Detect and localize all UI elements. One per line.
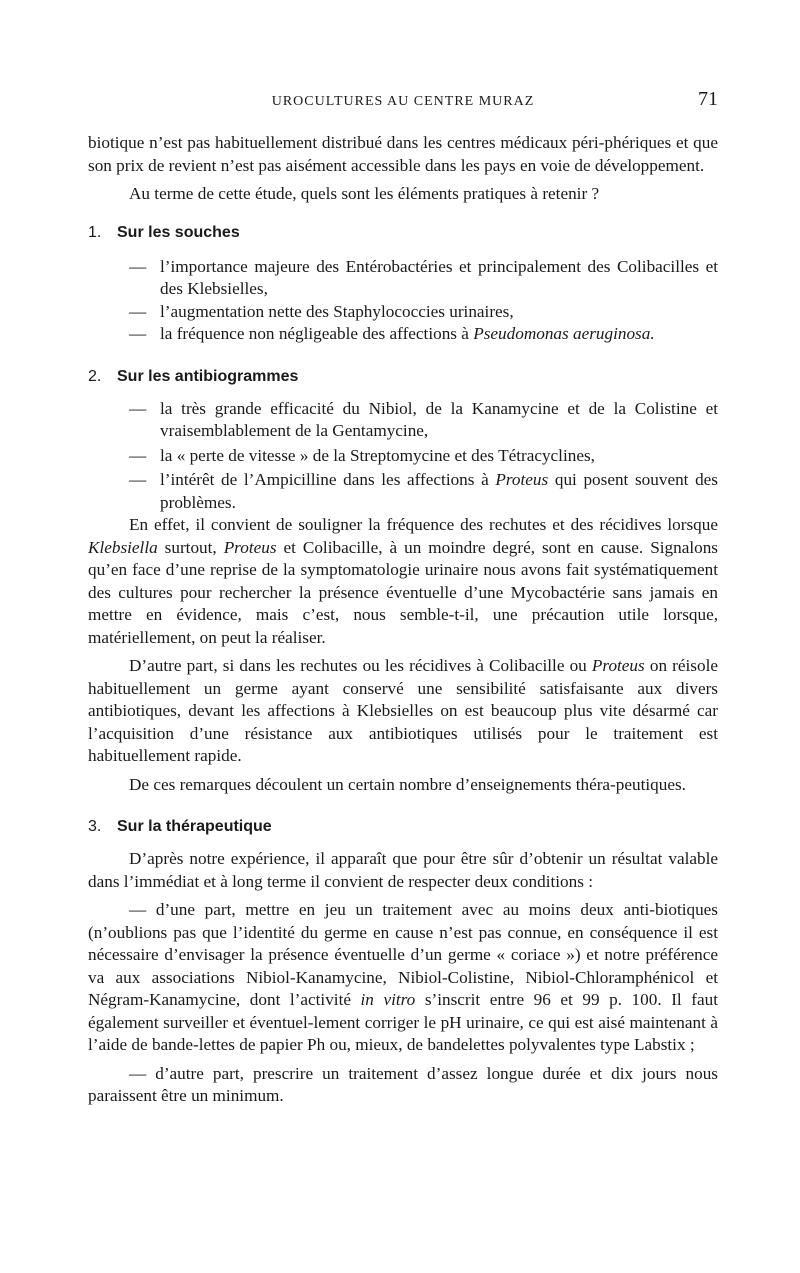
- section-title: Sur les antibiogrammes: [117, 367, 299, 385]
- paragraph-continued: biotique n’est pas habituellement distribué dans les centres médicaux péri-phériques et que son prix de revient n’est pas aisément accessible dans les pays en voie de développement.: [88, 133, 718, 175]
- section-number: 3.: [88, 818, 102, 835]
- paragraph: D’autre part, si dans les rechutes ou les récidives à Colibacille ou Proteus on réisole habituellement un germe ayant conservé une sensibilité satisfaisante aux divers antibiotiques, devant les affections à Klebsielles on est beaucoup plus vite désarmé car l’acquisition d’une résistance aux antibiotiques utilisés pour le traitement est habituellement rapide.: [88, 656, 718, 765]
- list-item: — l’importance majeure des Entérobactéries et principalement des Colibacilles et des Klebsielles,: [129, 256, 718, 298]
- list-item: — l’augmentation nette des Staphylococcies urinaires,: [129, 301, 514, 321]
- list-item: — la « perte de vitesse » de la Streptomycine et des Tétracyclines,: [129, 445, 595, 465]
- paragraph: D’après notre expérience, il apparaît que pour être sûr d’obtenir un résultat valable dans l’immédiat et à long terme il convient de respecter deux conditions :: [88, 849, 718, 891]
- paragraph: — d’autre part, prescrire un traitement d’assez longue durée et dix jours nous paraissent être un minimum.: [88, 1063, 718, 1105]
- section-heading-1: [88, 222, 718, 244]
- page-number: 71: [698, 88, 718, 110]
- list-item: — la fréquence non négligeable des affections à Pseudomonas aeruginosa.: [129, 324, 655, 343]
- section-heading-3: [88, 816, 718, 838]
- running-title: UROCULTURES AU CENTRE MURAZ: [271, 94, 535, 109]
- paragraph: — d’une part, mettre en jeu un traitement avec au moins deux anti-biotiques (n’oublions pas que l’identité du germe en cause n’est pas connue, en conséquence il est nécessaire d’envisager la présence éventuelle d’un germe « coriace ») et notre préférence va aux associations Nibiol-Kanamycine, Nibiol-Colistine, Nibiol-Chloramphénicol et Négram-Kanamycine, dont l’activité in vitro s’inscrit entre 96 et 99 p. 100. Il faut également surveiller et éventuel-lement corriger le pH urinaire, ce qui est aisé maintenant à l’aide de bande-lettes de papier Ph ou, mieux, de bandelettes polyvalentes type Labstix ;: [88, 900, 718, 1054]
- list-item: — la très grande efficacité du Nibiol, de la Kanamycine et de la Colistine et vraisemblablement de la Gentamycine,: [129, 398, 718, 440]
- section-title: Sur les souches: [117, 223, 240, 241]
- section-heading-2: [88, 366, 718, 388]
- paragraph-question: Au terme de cette étude, quels sont les éléments pratiques à retenir ?: [129, 184, 600, 203]
- list-item: — l’intérêt de l’Ampicilline dans les affections à Proteus qui posent souvent des problèmes.: [129, 470, 718, 512]
- paragraph: En effet, il convient de souligner la fréquence des rechutes et des récidives lorsque Klebsiella surtout, Proteus et Colibacille, à un moindre degré, sont en cause. Signalons qu’en face d’une reprise de la symptomatologie urinaire nous avons fait systématiquement des cultures pour rechercher la présence éventuelle d’une Mycobactérie sans jamais en mettre en évidence, mais c’est, nous semble-t-il, une précaution utile lorsque, matériellement, on peut la réaliser.: [88, 515, 718, 647]
- section-number: 2.: [88, 367, 102, 385]
- paragraph: De ces remarques découlent un certain nombre d’enseignements théra-peutiques.: [129, 774, 686, 794]
- page: [88, 88, 718, 1108]
- running-header: [88, 88, 718, 122]
- section-title: Sur la thérapeutique: [117, 818, 272, 835]
- section-number: 1.: [88, 223, 102, 241]
